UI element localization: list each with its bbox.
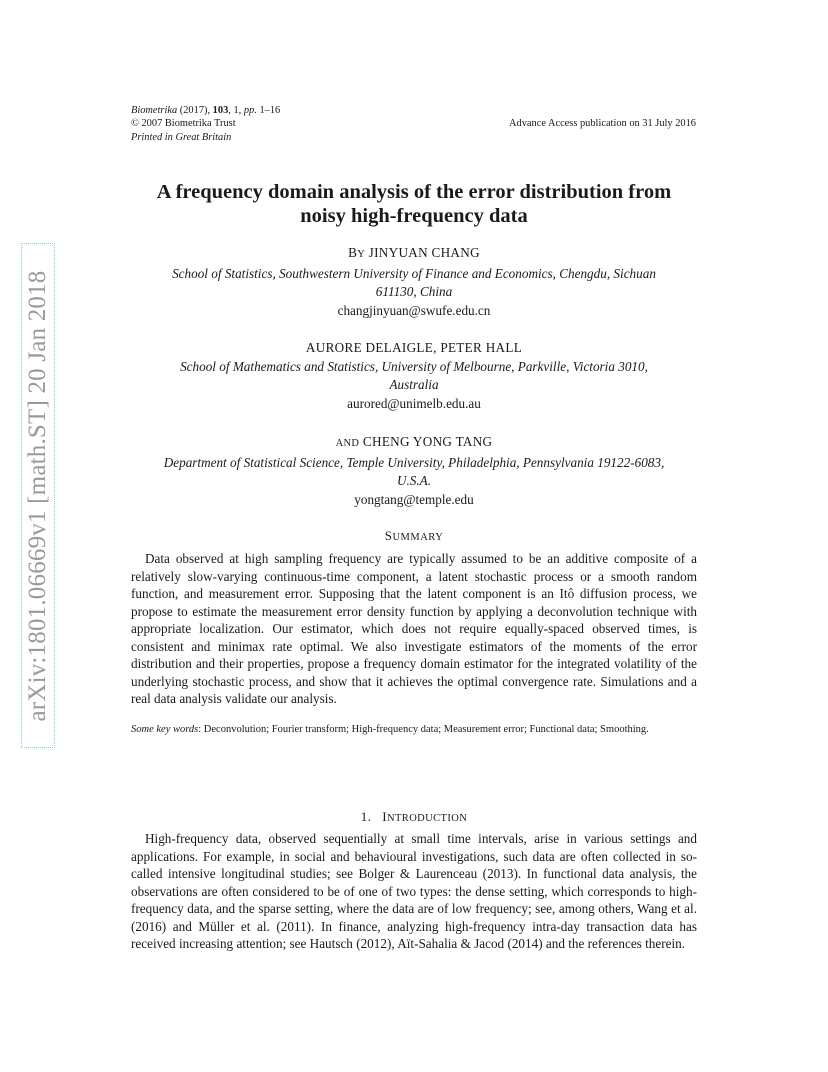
author-email-2[interactable]: aurored@unimelb.edu.au xyxy=(347,395,481,411)
affiliation-1-line-1: School of Statistics, Southwestern University of Finance and Economics, Chengdu, Sichuan xyxy=(172,265,656,281)
journal-info xyxy=(131,104,280,144)
summary-heading-small: UMMARY xyxy=(392,532,444,543)
affiliation-3-line-1: Department of Statistical Science, Temple University, Philadelphia, Pennsylvania 19122-6083, xyxy=(163,454,665,470)
arxiv-identifier[interactable]: arXiv:1801.06669v1 [math.ST] 20 Jan 2018 xyxy=(24,269,51,722)
journal-volume: 103 xyxy=(212,105,229,116)
introduction-body xyxy=(131,830,697,953)
journal-issue: , 1, xyxy=(228,105,244,116)
section-heading-big: I xyxy=(382,809,387,824)
affiliation-2-line-2: Australia xyxy=(389,377,439,392)
author-email-3[interactable]: yongtang@temple.edu xyxy=(354,491,474,507)
affiliation-1-line-2: 611130, China xyxy=(375,284,453,299)
journal-printed: Printed in Great Britain xyxy=(131,131,232,143)
author-prefix-small: Y xyxy=(357,249,366,260)
journal-name: Biometrika xyxy=(131,105,178,116)
summary-heading xyxy=(120,528,708,544)
author-names-3 xyxy=(120,433,708,454)
introduction-paragraph: High-frequency data, observed sequentially at small time intervals, arise in various settings and applications. For example, in social and behavioural investigations, such data are often collected in so-called intensive longitudinal studies; see Bolger & Laurenceau (2013). In functional data analysis, the observations are often considered to be of one of two types: the dense setting, which corresponds to high-frequency data, and the sparse setting, where the data are of low frequency; see, among others, Wang et al. (2016) and Müller et al. (2011). In finance, analyzing high-frequency intra-day transaction data has received increasing attention; see Hautsch (2012), Aït-Sahalia & Jacod (2014) and the references therein. xyxy=(131,831,697,951)
paper-title xyxy=(100,180,728,228)
author-email-1[interactable]: changjinyuan@swufe.edu.cn xyxy=(337,302,491,318)
journal-citation xyxy=(131,104,280,117)
section-heading-small: NTRODUCTION xyxy=(387,813,468,824)
author-names-2: AURORE DELAIGLE, PETER HALL xyxy=(305,340,523,355)
author-names-1 xyxy=(120,244,708,265)
summary-heading-big: S xyxy=(384,528,393,543)
author-names: JINYUAN CHANG xyxy=(365,245,480,260)
summary-abstract xyxy=(131,550,697,708)
key-words-label: Some key words xyxy=(131,724,199,735)
author-names: CHENG YONG TANG xyxy=(359,434,493,449)
journal-pages-prefix: pp. xyxy=(243,105,257,116)
title-line-2: noisy high-frequency data xyxy=(300,205,528,227)
key-words-list: : Deconvolution; Fourier transform; High-frequency data; Measurement error; Functional data; Smoothing. xyxy=(198,724,649,735)
summary-text: Data observed at high sampling frequency are typically assumed to be an additive composite of a relatively slow-varying continuous-time component, a latent stochastic process or a smooth random function, and measurement error. Supposing that the latent component is an Itô diffusion process, we propose to estimate the measurement error density function by applying a deconvolution technique with appropriate localization. Our estimator, which does not require equally-spaced observed times, is consistent and minimax rate optimal. We also investigate estimators of the moments of the error distribution and their properties, propose a frequency domain estimator for the integrated volatility of the underlying stochastic process, and show that it achieves the optimal convergence rate. Simulations and a real data analysis validate our analysis. xyxy=(131,551,697,706)
affiliation-2-line-1: School of Mathematics and Statistics, University of Melbourne, Parkville, Victoria 3010, xyxy=(180,358,648,374)
key-words xyxy=(131,723,697,737)
title-line-1: A frequency domain analysis of the error distribution from xyxy=(156,181,672,203)
author-block-2 xyxy=(120,339,708,413)
journal-pages: 1–16 xyxy=(256,105,281,116)
journal-year: (2017), xyxy=(177,105,213,116)
author-prefix-and: AND xyxy=(335,438,360,449)
arxiv-sidebar xyxy=(21,243,55,748)
advance-access-note: Advance Access publication on 31 July 2016 xyxy=(509,118,696,129)
author-block-1 xyxy=(120,244,708,320)
author-block-3 xyxy=(120,433,708,509)
affiliation-3-line-2: U.S.A. xyxy=(396,473,432,488)
section-heading-introduction xyxy=(120,809,708,825)
author-prefix-big: B xyxy=(348,245,358,260)
section-number: 1. xyxy=(360,809,372,824)
journal-copyright: © 2007 Biometrika Trust xyxy=(131,118,236,130)
